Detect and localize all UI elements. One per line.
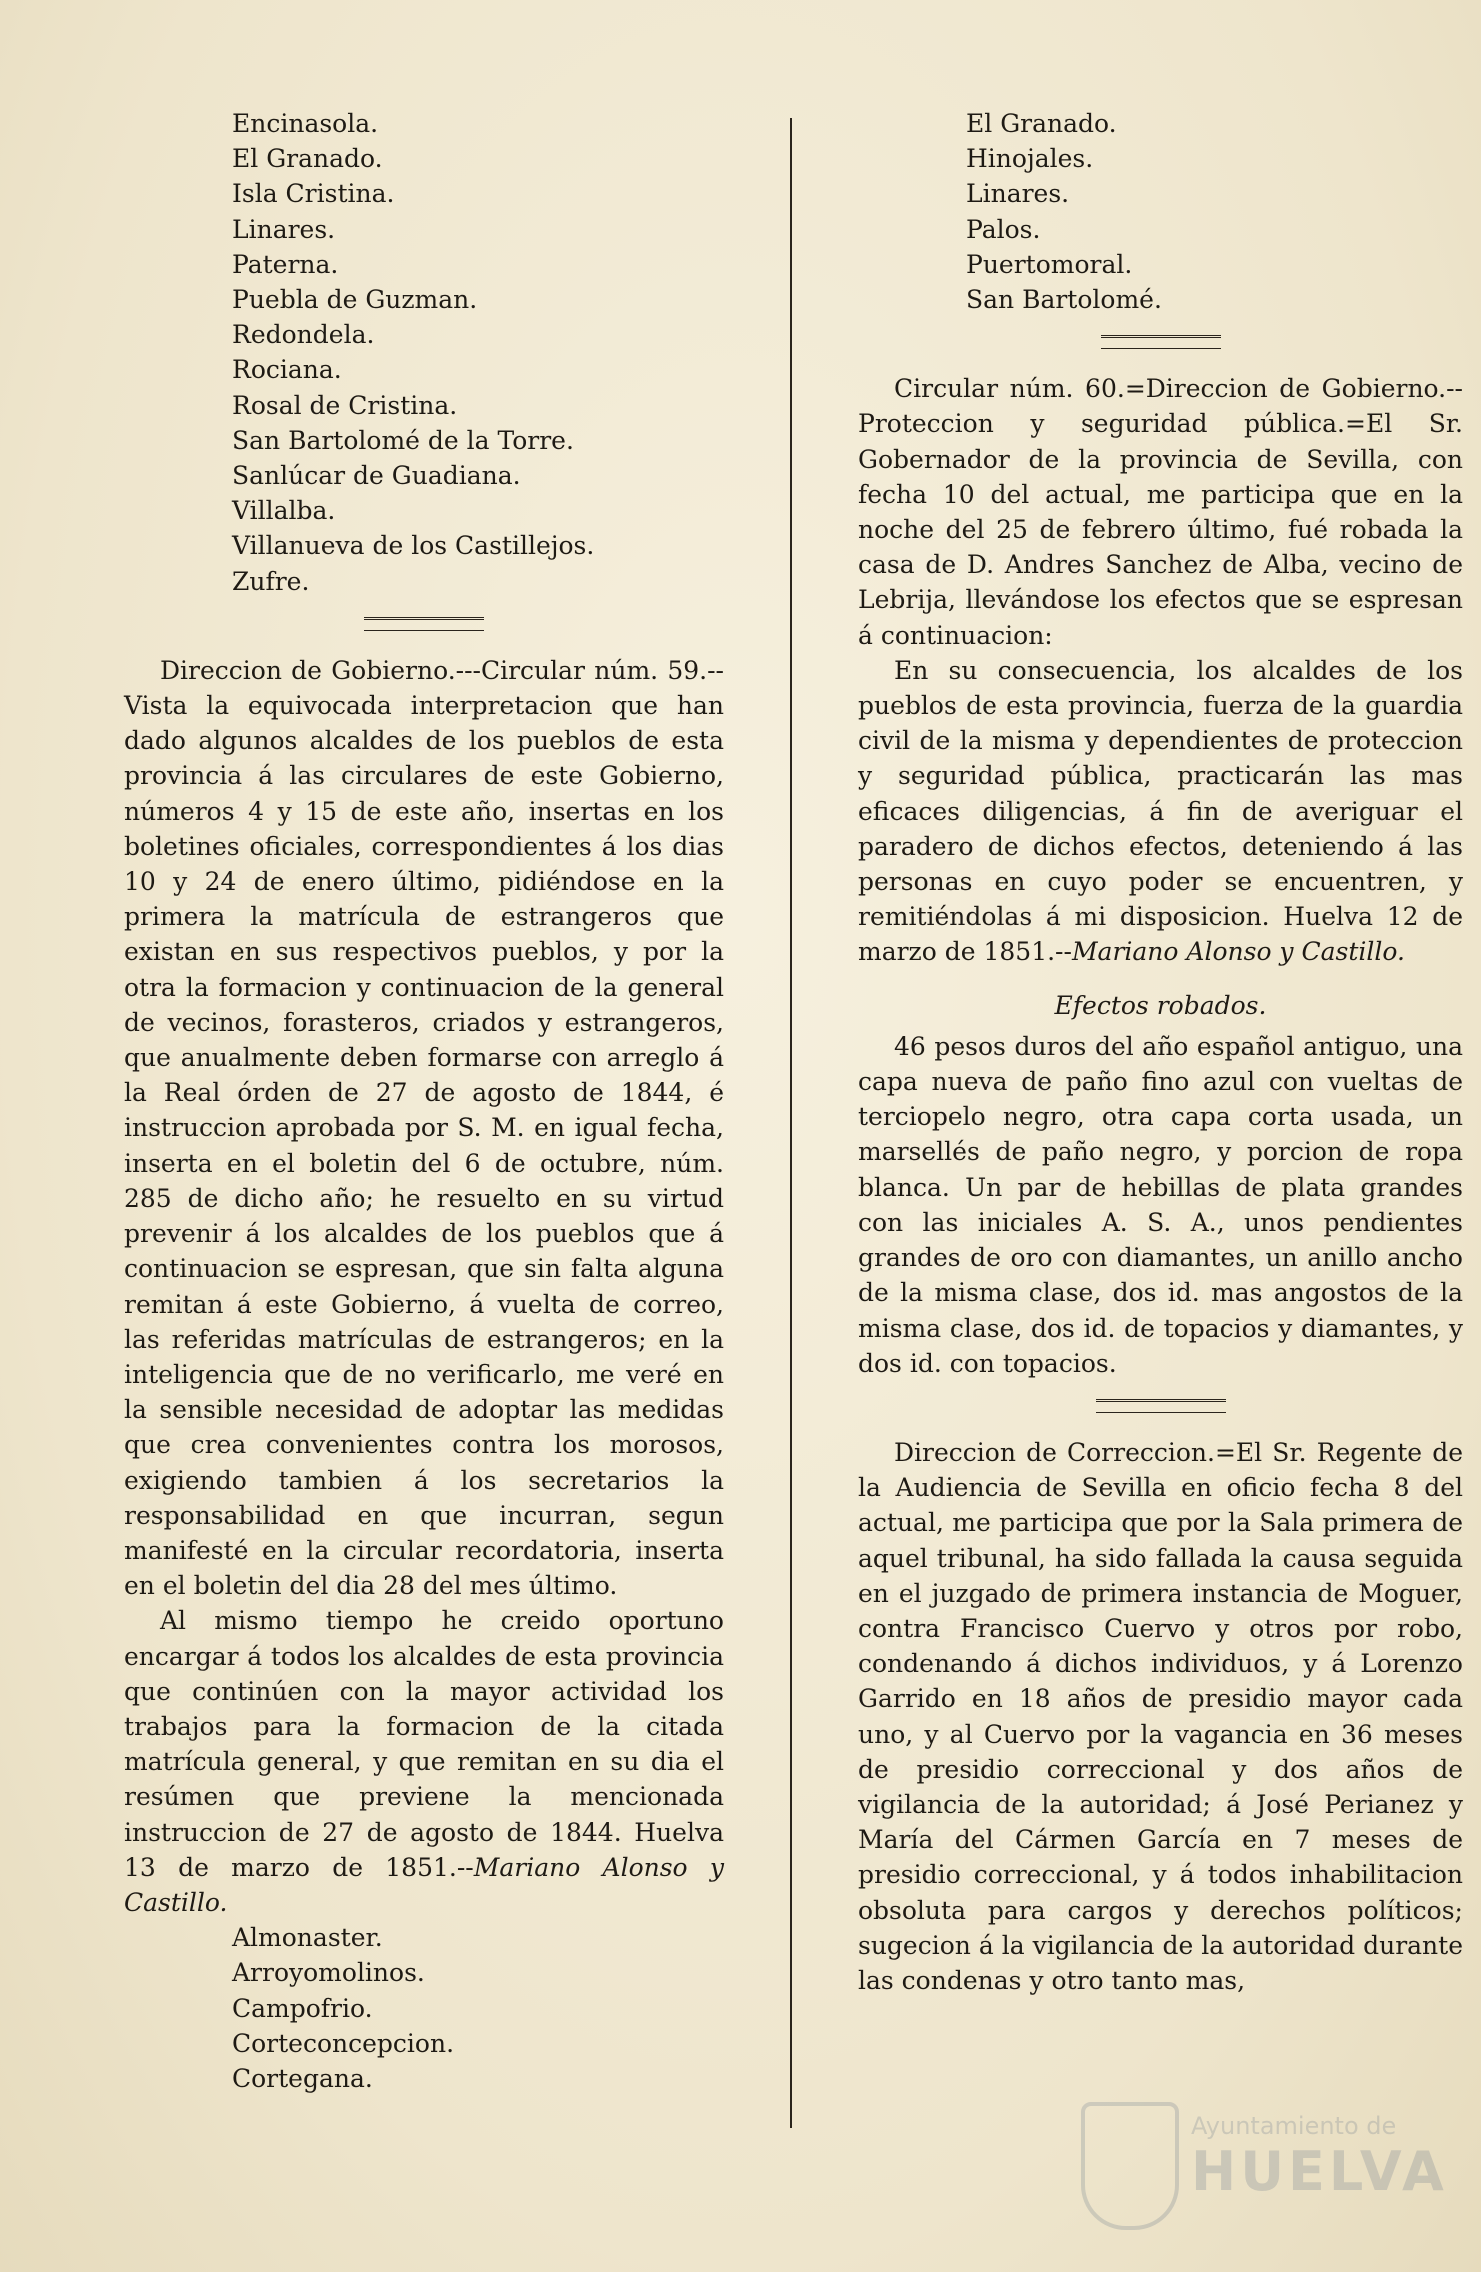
town-list-item: Encinasola. — [232, 109, 379, 138]
circular-59-paragraph-2 — [124, 1603, 724, 1920]
town-list-item: Villalba. — [232, 496, 336, 526]
left-column — [124, 106, 724, 2096]
circular-59-paragraph-1: Direccion de Gobierno.---Circular núm. 59.--Vista la equivocada interpretacion que han dado algunos alcaldes de los pueblos de esta provincia á las circulares de este Gobierno, números 4 y 15 de este año, insertas en los boletines oficiales, correspondientes á los dias 10 y 24 de enero último, pidiéndose en la primera la matrícula de estrangeros que existan en sus respectivos pueblos, y por la otra la formacion y continuacion de la general de vecinos, forasteros, criados y estrangeros, que anualmente deben formarse con arreglo á la Real órden de 27 de agosto de 1844, é instruccion aprobada por S. M. en igual fecha, inserta en el boletin del 6 de octubre, núm. 285 de dicho año; he resuelto en su virtud prevenir á los alcaldes de los pueblos que á continuacion se espresan, que sin falta alguna remitan á este Gobierno, á vuelta de correo, las referidas matrículas de estrangeros; en la inteligencia que de no verificarlo, me veré en la sensible necesidad de adoptar las medidas que crea convenientes contra los morosos, exigiendo tambien á los secretarios la responsabilidad en que incurran, segun manifesté en la circular recordatoria, inserta en el boletin del dia 28 del mes último. — [124, 655, 724, 1601]
town-list-item: Almonaster. — [232, 1923, 383, 1953]
town-list-item: Rociana. — [232, 355, 342, 385]
circular-60-paragraph-1: Circular núm. 60.=Direccion de Gobierno.--Proteccion y seguridad pública.=El Sr. Gobernador de la provincia de Sevilla, con fecha 10 del actual, me participa que en la noche del 25 de febrero último, fué robada la casa de D. Andres Sanchez de Alba, vecino de Lebrija, llevándose los efectos que se espresan á continuacion: — [858, 374, 1463, 650]
watermark-small-text: Ayuntamiento de — [1191, 2112, 1397, 2140]
town-list-item: Linares. — [966, 179, 1070, 209]
town-list-item: El Granado. — [232, 144, 383, 174]
correccion-paragraph: Direccion de Correccion.=El Sr. Regente de la Audiencia de Sevilla en oficio fecha 8 del actual, me participa que por la Sala primera de aquel tribunal, ha sido fallada la causa seguida en el juzgado de primera instancia de Moguer, contra Francisco Cuervo y otros por robo, condenando á dichos individuos, y á Lorenzo Garrido en 18 años de presidio mayor cada uno, y al Cuervo por la vagancia en 36 meses de presidio correccional y dos años de vigilancia de la autoridad; á José Perianez y María del Cármen García en 7 meses de presidio correccional, y á todos inhabilitacion obsoluta para cargos y derechos políticos; sugecion á la vigilancia de la autoridad durante las condenas y otro tanto mas, — [858, 1437, 1463, 1995]
town-list-item: San Bartolomé de la Torre. — [232, 425, 574, 455]
circular-59-signature: Mariano Alonso y Castillo. — [124, 1852, 725, 1917]
town-list-item: Corteconcepcion. — [232, 2028, 455, 2058]
town-list-item: Sanlúcar de Guadiana. — [232, 461, 521, 491]
ornamental-rule — [1101, 335, 1221, 349]
town-list-item: El Granado. — [966, 109, 1117, 138]
ornamental-rule — [364, 617, 484, 631]
circular-60-paragraph-2-text: En su consecuencia, los alcaldes de los pueblos de esta provincia, fuerza de la guardia civil de la misma y dependientes de proteccion y seguridad pública, practicarán las mas eficaces diligencias, á fin de averiguar el paradero de dichos efectos, deteniendo á las personas en cuyo poder se encuentren, y remitiéndolas á mi disposicion. Huelva 12 de marzo de 1851.-- — [858, 655, 1463, 967]
town-list-top — [124, 106, 724, 599]
town-list-item: Zufre. — [232, 566, 310, 596]
town-list-item: Puertomoral. — [966, 249, 1133, 279]
town-list-item: Arroyomolinos. — [232, 1958, 425, 1988]
coat-of-arms-icon — [1081, 2102, 1179, 2230]
town-list-item: Isla Cristina. — [232, 179, 395, 209]
town-list-right — [858, 106, 1463, 317]
ornamental-rule — [1096, 1399, 1226, 1413]
efectos-robados-heading: Efectos robados. — [1054, 990, 1267, 1020]
town-list-item: Campofrio. — [232, 1993, 373, 2023]
circular-60-signature: Mariano Alonso y Castillo. — [1071, 937, 1405, 967]
town-list-item: Paterna. — [232, 249, 339, 279]
column-divider — [790, 118, 792, 2128]
town-list-item: San Bartolomé. — [966, 285, 1162, 315]
town-list-item: Villanueva de los Castillejos. — [232, 531, 595, 561]
town-list-item: Cortegana. — [232, 2063, 373, 2093]
watermark-big-text: HUELVA — [1191, 2140, 1448, 2203]
efectos-robados-list: 46 pesos duros del año español antiguo, una capa nueva de paño fino azul con vueltas de terciopelo negro, otra capa corta usada, un marsellés de paño negro, y porcion de ropa blanca. Un par de hebillas de plata grandes con las iniciales A. S. A., unos pendientes grandes de oro con diamantes, un anillo ancho de la misma clase, dos id. mas angostos de la misma clase, dos id. de topacios y diamantes, y dos id. con topacios. — [858, 1031, 1463, 1378]
town-list-item: Puebla de Guzman. — [232, 285, 478, 315]
ayuntamiento-watermark — [1081, 2092, 1448, 2242]
circular-60-paragraph-2 — [858, 653, 1463, 970]
right-column — [858, 106, 1463, 1998]
town-list-item: Linares. — [232, 214, 336, 244]
town-list-bottom — [124, 1920, 724, 2096]
town-list-item: Rosal de Cristina. — [232, 390, 458, 420]
town-list-item: Redondela. — [232, 320, 375, 350]
town-list-item: Palos. — [966, 214, 1041, 244]
circular-59-paragraph-2-text: Al mismo tiempo he creido oportuno encargar á todos los alcaldes de esta provincia que continúen con la mayor actividad los trabajos para la formacion de la citada matrícula general, y que remitan en su dia el resúmen que previene la mencionada instruccion de 27 de agosto de 1844. Huelva 13 de marzo de 1851.-- — [124, 1606, 724, 1882]
town-list-item: Hinojales. — [966, 144, 1094, 174]
